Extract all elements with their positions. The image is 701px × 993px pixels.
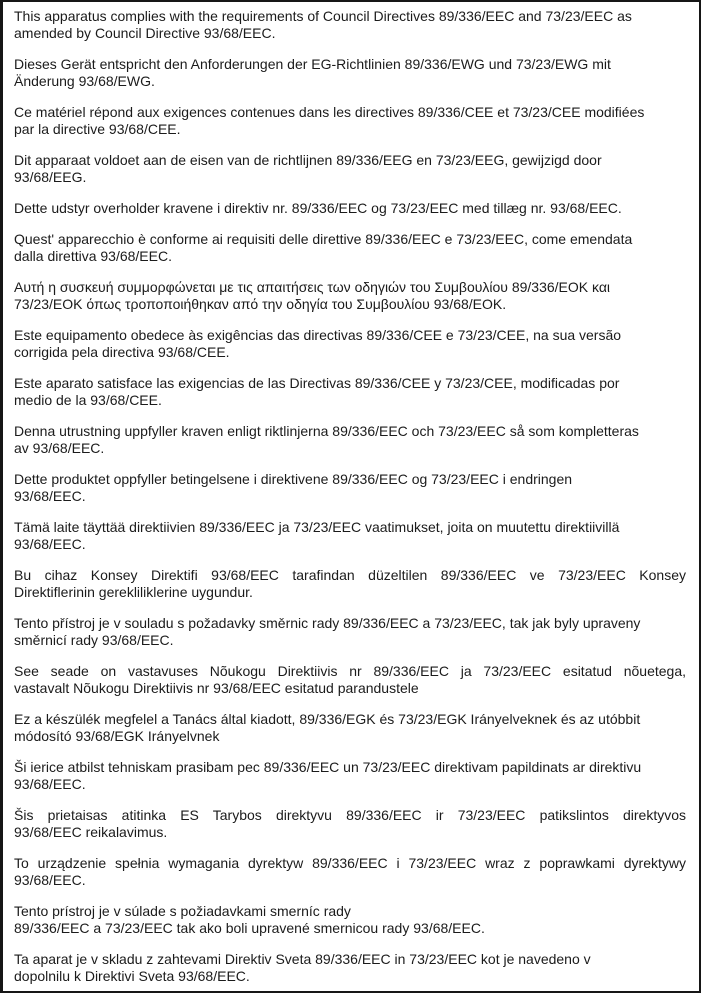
text-line: 89/336/EEC a 73/23/EEC tak ako boli upravené smernicou rady 93/68/EEC. [14, 920, 485, 936]
text-line: To urządzenie spełnia wymagania dyrektyw 89/336/EEC i 73/23/EEC wraz z poprawkami dyrektywy [14, 855, 686, 871]
text-line: vastavalt Nõukogu Direktiivis nr 93/68/EEC esitatud parandustele [14, 680, 419, 696]
text-line: Dit apparaat voldoet aan de eisen van de richtlijnen 89/336/EEG en 73/23/EEG, gewijzigd door [14, 152, 602, 168]
text-line: směrnicí rady 93/68/EEC. [14, 632, 174, 648]
text-line: Direktiflerinin gerekliliklerine uygundur. [14, 584, 253, 600]
paragraph-lithuanian [14, 807, 686, 841]
text-line: medio de la 93/68/CEE. [14, 392, 162, 408]
text-line: 93/68/EEG. [14, 169, 87, 185]
paragraph-czech [14, 615, 686, 649]
text-line: 93/68/EEC. [14, 776, 86, 792]
text-line: Änderung 93/68/EWG. [14, 73, 155, 89]
text-line: módosító 93/68/EGK Irányelvnek [14, 728, 220, 744]
paragraph-finnish [14, 519, 686, 553]
document-body [3, 2, 699, 991]
paragraph-german [14, 56, 686, 90]
text-line: Tento přístroj je v souladu s požadavky směrnic rady 89/336/EEC a 73/23/EEC, tak jak byly upraveny [14, 615, 641, 631]
text-line: 93/68/EEC. [14, 536, 86, 552]
text-line: Αυτή η συσκευή συμμορφώνεται με τις απαιτήσεις των οδηγιών του Συμβουλίου 89/336/ΕΟΚ και [14, 279, 611, 295]
paragraph-slovak [14, 903, 686, 937]
text-line: Dette produktet oppfyller betingelsene i direktivene 89/336/EEC og 73/23/EEC i endringen [14, 471, 573, 487]
paragraph-spanish [14, 375, 686, 409]
paragraph-turkish [14, 567, 686, 601]
text-line: Ez a készülék megfelel a Tanács által kiadott, 89/336/EGK és 73/23/EGK Irányelveknek és az utóbbit [14, 711, 641, 727]
text-line: 73/23/ΕΟΚ όπως τροποποιήθηκαν από την οδηγία του Συμβουλίου 93/68/ΕΟΚ. [14, 296, 507, 312]
text-line: dopolnilu k Direktivi Sveta 93/68/EEC. [14, 968, 250, 984]
paragraph-estonian [14, 663, 686, 697]
paragraph-french [14, 104, 686, 138]
text-line: Este equipamento obedece às exigências das directivas 89/336/CEE e 73/23/CEE, na sua versão [14, 327, 622, 343]
text-line: 93/68/EEC. [14, 872, 86, 888]
paragraph-polish [14, 855, 686, 889]
paragraph-english [14, 8, 686, 42]
text-line: Ta aparat je v skladu z zahtevami Direktiv Sveta 89/336/EEC in 73/23/EEC kot je navedeno v [14, 951, 591, 967]
paragraph-swedish [14, 423, 686, 457]
text-line: Denna utrustning uppfyller kraven enligt riktlinjerna 89/336/EEC och 73/23/EEC så som kompletteras [14, 423, 639, 439]
paragraph-slovenian [14, 951, 686, 985]
text-line: 93/68/EEC. [14, 488, 86, 504]
text-line: Quest' apparecchio è conforme ai requisiti delle direttive 89/336/EEC e 73/23/EEC, come emendata [14, 231, 633, 247]
text-line: Tento prístroj je v súlade s požiadavkami smerníc rady [14, 903, 351, 919]
text-line: Šis prietaisas atitinka ES Tarybos direktyvu 89/336/EEC ir 73/23/EEC patikslintos direktyvos [14, 807, 686, 823]
text-line: This apparatus complies with the requirements of Council Directives 89/336/EEC and 73/23/EEC as [14, 8, 632, 24]
text-line: Ce matériel répond aux exigences contenues dans les directives 89/336/CEE et 73/23/CEE modifiées [14, 104, 645, 120]
text-line: Dieses Gerät entspricht den Anforderungen der EG-Richtlinien 89/336/EWG und 73/23/EWG mit [14, 56, 611, 72]
text-line: Ši ierice atbilst tehniskam prasibam pec 89/336/EEC un 73/23/EEC direktivam papildinats ar direktivu [14, 759, 642, 775]
text-line: par la directive 93/68/CEE. [14, 121, 181, 137]
text-line: amended by Council Directive 93/68/EEC. [14, 25, 276, 41]
paragraph-portuguese [14, 327, 686, 361]
paragraph-italian [14, 231, 686, 265]
text-line: corrigida pela directiva 93/68/CEE. [14, 344, 230, 360]
paragraph-greek [14, 279, 686, 313]
paragraph-latvian [14, 759, 686, 793]
text-line: Este aparato satisface las exigencias de las Directivas 89/336/CEE y 73/23/CEE, modificadas por [14, 375, 620, 391]
paragraph-hungarian [14, 711, 686, 745]
paragraph-norwegian [14, 471, 686, 505]
text-line: 93/68/EEC reikalavimus. [14, 824, 168, 840]
text-line: See seade on vastavuses Nõukogu Direktiivis nr 89/336/EEC ja 73/23/EEC esitatud nõuetega, [14, 663, 686, 679]
text-line: Bu cihaz Konsey Direktifi 93/68/EEC tarafindan düzeltilen 89/336/EEC ve 73/23/EEC Konsey [14, 567, 686, 583]
text-line: av 93/68/EEC. [14, 440, 105, 456]
text-line: Tämä laite täyttää direktiivien 89/336/EEC ja 73/23/EEC vaatimukset, joita on muutettu direktiivillä [14, 519, 620, 535]
paragraph-danish [14, 200, 686, 217]
text-line: Dette udstyr overholder kravene i direktiv nr. 89/336/EEC og 73/23/EEC med tillæg nr. 93/68/EEC. [14, 200, 622, 216]
text-line: dalla direttiva 93/68/EEC. [14, 248, 172, 264]
paragraph-dutch [14, 152, 686, 186]
